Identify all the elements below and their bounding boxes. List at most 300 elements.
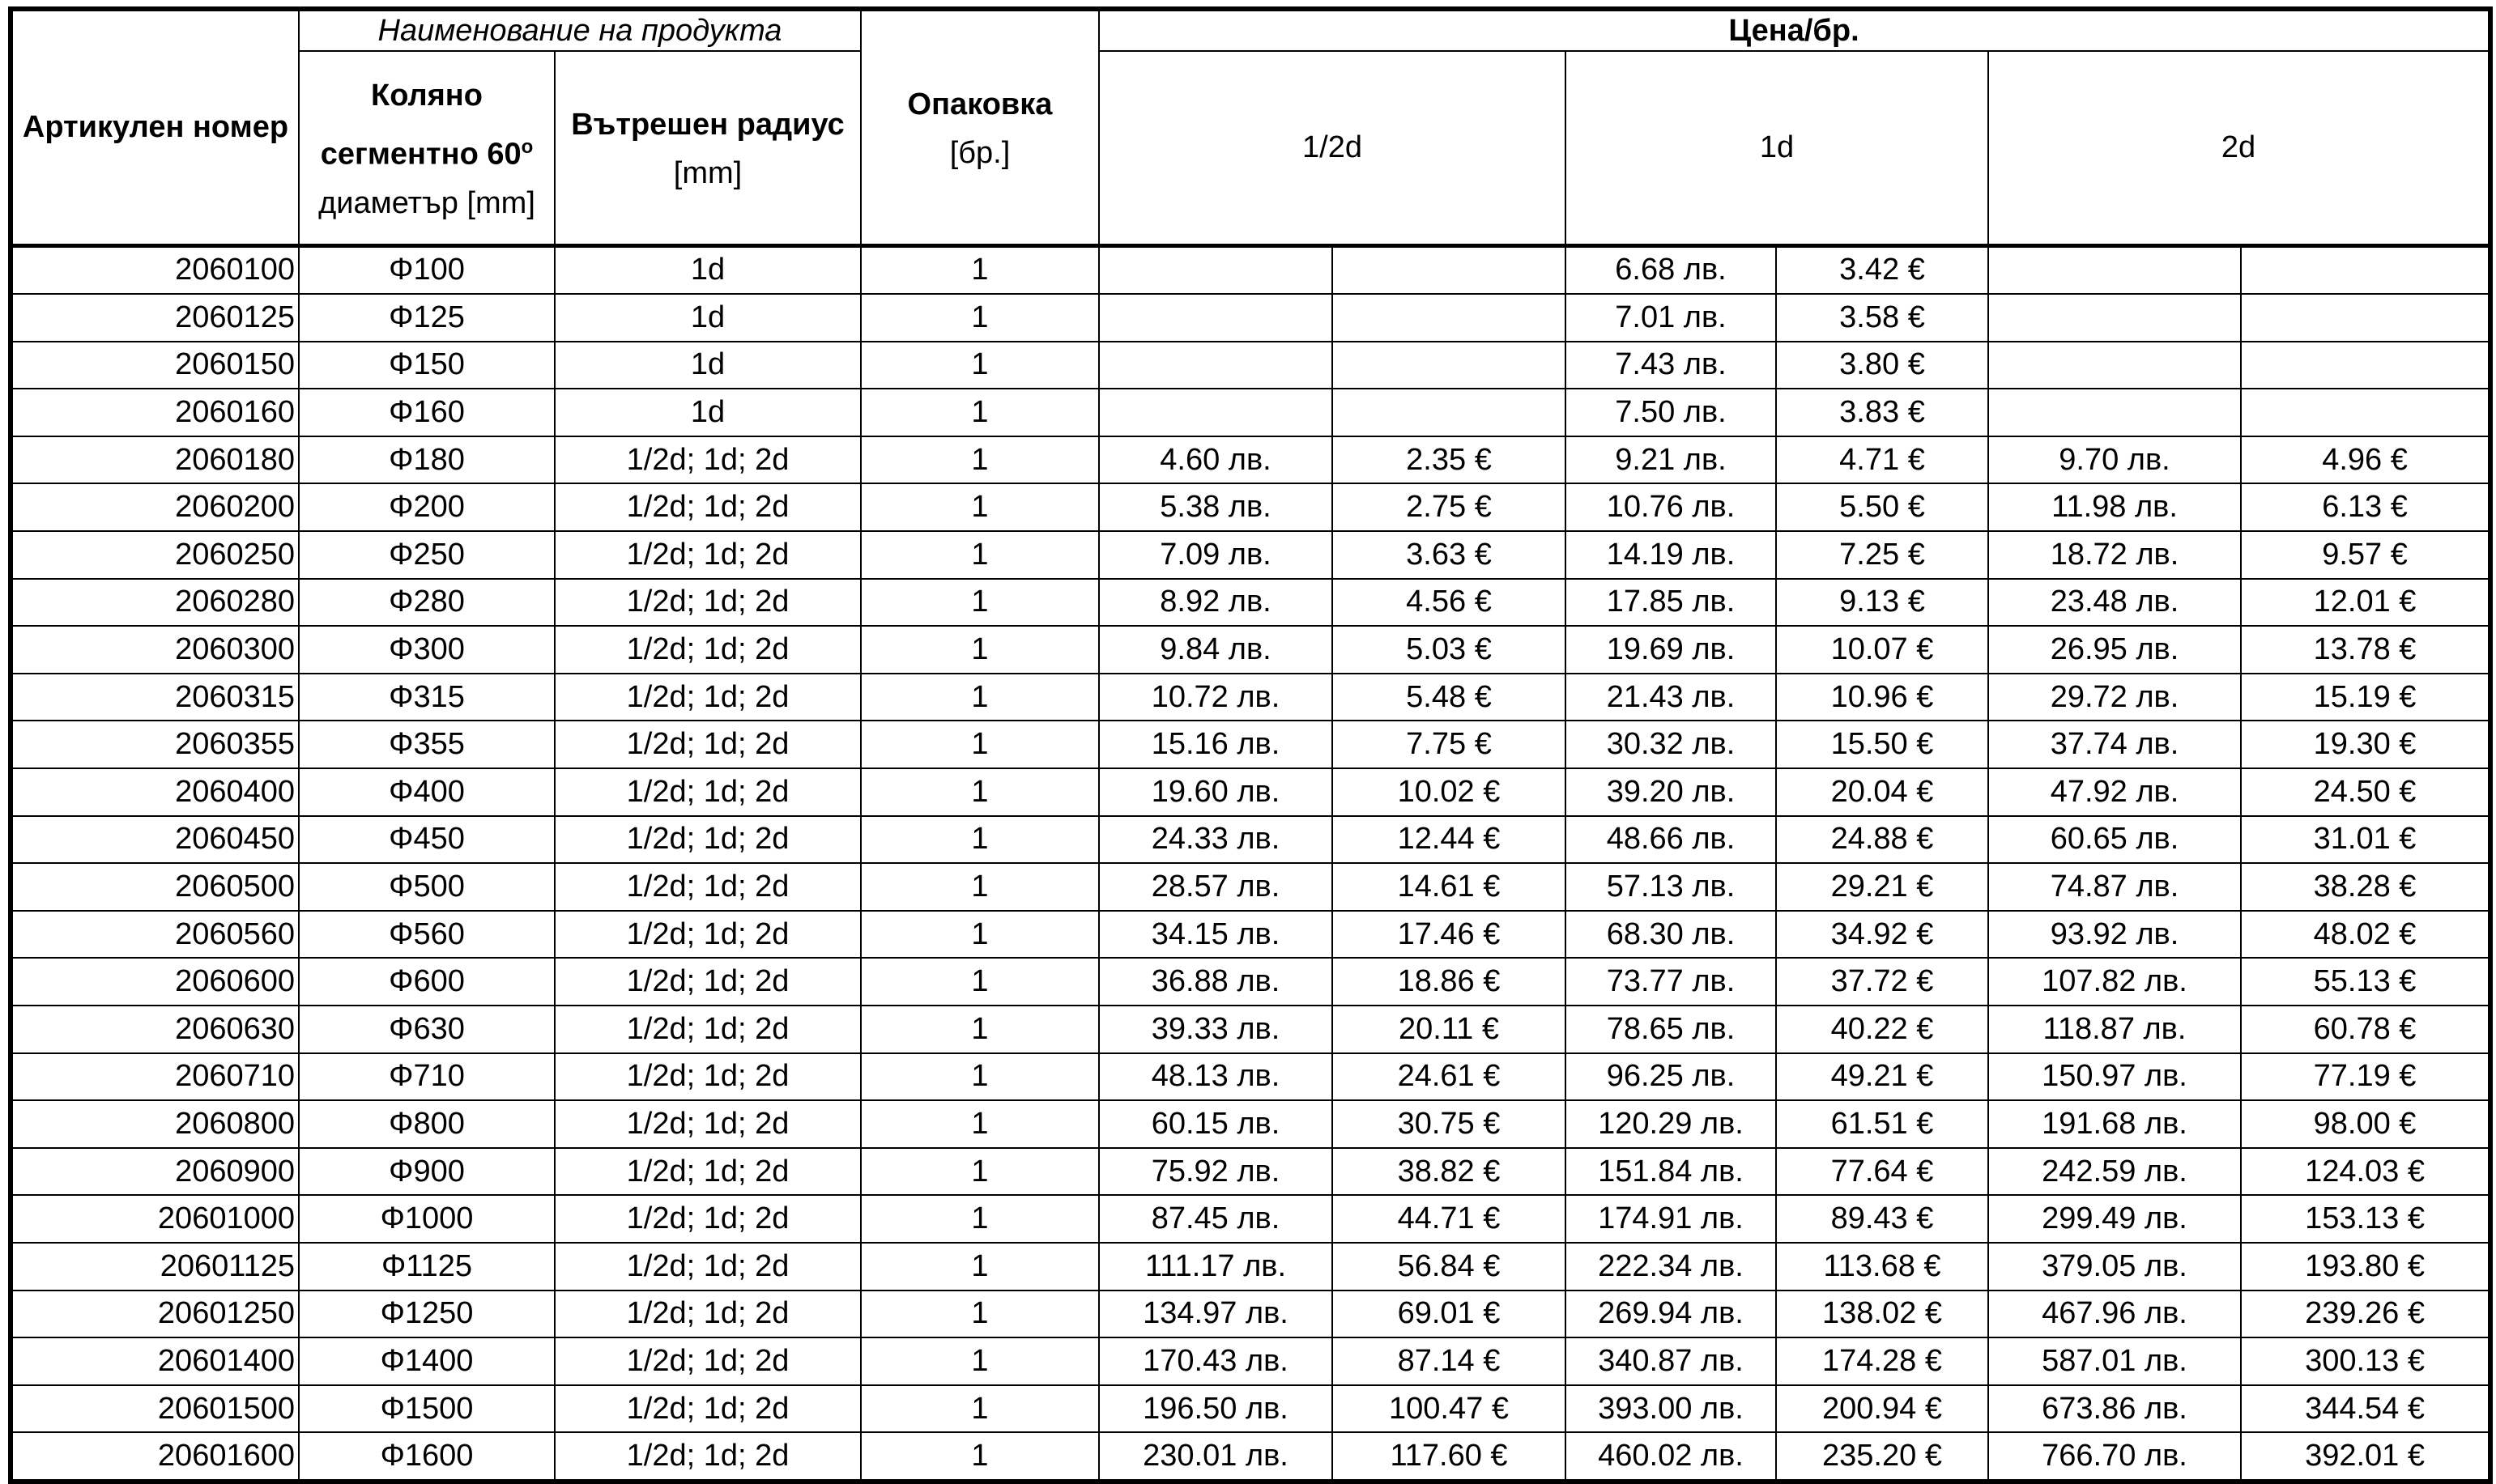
price-half-d-bgn-cell: 4.60 лв.: [1099, 436, 1332, 484]
radius-cell: 1/2d; 1d; 2d: [555, 863, 861, 911]
radius-cell: 1/2d; 1d; 2d: [555, 721, 861, 768]
price-half-d-bgn-cell: 8.92 лв.: [1099, 579, 1332, 627]
radius-cell: 1/2d; 1d; 2d: [555, 1291, 861, 1338]
price-half-d-bgn-cell: 134.97 лв.: [1099, 1291, 1332, 1338]
price-half-d-bgn-cell: 196.50 лв.: [1099, 1385, 1332, 1433]
radius-cell: 1/2d; 1d; 2d: [555, 1385, 861, 1433]
price-half-d-eur-cell: 69.01 €: [1332, 1291, 1565, 1338]
price-1d-bgn-cell: 393.00 лв.: [1565, 1385, 1776, 1433]
price-1d-eur-cell: 113.68 €: [1776, 1243, 1988, 1291]
article-number-cell: 2060200: [11, 483, 299, 531]
price-2d-eur-cell: 77.19 €: [2241, 1053, 2490, 1101]
price-1d-bgn-cell: 14.19 лв.: [1565, 531, 1776, 579]
price-half-d-eur-cell: [1332, 294, 1565, 342]
price-1d-eur-cell: 5.50 €: [1776, 483, 1988, 531]
radius-cell: 1d: [555, 245, 861, 294]
price-1d-eur-cell: 174.28 €: [1776, 1337, 1988, 1385]
price-half-d-eur-cell: 18.86 €: [1332, 958, 1565, 1006]
package-cell: 1: [861, 768, 1099, 816]
price-2d-bgn-cell: 60.65 лв.: [1988, 816, 2241, 864]
price-2d-bgn-cell: 467.96 лв.: [1988, 1291, 2241, 1338]
package-cell: 1: [861, 1006, 1099, 1053]
price-1d-eur-cell: 15.50 €: [1776, 721, 1988, 768]
price-2d-bgn-cell: 107.82 лв.: [1988, 958, 2241, 1006]
radius-cell: 1/2d; 1d; 2d: [555, 626, 861, 674]
table-row: [11, 958, 2490, 1006]
table-row: [11, 436, 2490, 484]
package-header: [861, 9, 1099, 245]
package-cell: 1: [861, 721, 1099, 768]
price-2d-bgn-cell: 18.72 лв.: [1988, 531, 2241, 579]
price-1d-eur-cell: 89.43 €: [1776, 1195, 1988, 1243]
price-half-d-eur-cell: [1332, 342, 1565, 389]
radius-cell: 1d: [555, 342, 861, 389]
price-2d-bgn-cell: 673.86 лв.: [1988, 1385, 2241, 1433]
radius-cell: 1/2d; 1d; 2d: [555, 579, 861, 627]
article-number-cell: 2060250: [11, 531, 299, 579]
diameter-cell: Φ300: [299, 626, 555, 674]
price-half-d-eur-cell: 117.60 €: [1332, 1432, 1565, 1482]
price-half-d-bgn-cell: 36.88 лв.: [1099, 958, 1332, 1006]
price-half-d-bgn-cell: [1099, 389, 1332, 436]
table-row: [11, 768, 2490, 816]
package-cell: 1: [861, 531, 1099, 579]
article-number-cell: 2060710: [11, 1053, 299, 1101]
article-number-cell: 20601250: [11, 1291, 299, 1338]
table-row: [11, 1053, 2490, 1101]
price-1d-eur-cell: 10.07 €: [1776, 626, 1988, 674]
price-2d-bgn-cell: 191.68 лв.: [1988, 1100, 2241, 1148]
price-half-d-eur-cell: 30.75 €: [1332, 1100, 1565, 1148]
price-half-d-bgn-cell: 170.43 лв.: [1099, 1337, 1332, 1385]
diameter-cell: Φ1250: [299, 1291, 555, 1338]
article-number-cell: 2060900: [11, 1148, 299, 1196]
price-1d-eur-cell: 4.71 €: [1776, 436, 1988, 484]
price-2d-eur-cell: 19.30 €: [2241, 721, 2490, 768]
price-1d-bgn-cell: 10.76 лв.: [1565, 483, 1776, 531]
package-header-unit: [бр.]: [949, 136, 1011, 171]
price-1d-bgn-cell: 269.94 лв.: [1565, 1291, 1776, 1338]
price-1d-eur-cell: 9.13 €: [1776, 579, 1988, 627]
price-1d-bgn-cell: 6.68 лв.: [1565, 245, 1776, 294]
price-1d-eur-cell: 200.94 €: [1776, 1385, 1988, 1433]
elbow-diameter-header: [299, 51, 555, 245]
price-1d-bgn-cell: 222.34 лв.: [1565, 1243, 1776, 1291]
price-2d-bgn-cell: [1988, 294, 2241, 342]
article-number-cell: 2060450: [11, 816, 299, 864]
table-row: [11, 245, 2490, 294]
table-row: [11, 1337, 2490, 1385]
price-2d-bgn-cell: 37.74 лв.: [1988, 721, 2241, 768]
price-1d-bgn-cell: 151.84 лв.: [1565, 1148, 1776, 1196]
price-2d-bgn-cell: 587.01 лв.: [1988, 1337, 2241, 1385]
diameter-cell: Φ710: [299, 1053, 555, 1101]
table-row: [11, 294, 2490, 342]
price-2d-eur-cell: [2241, 389, 2490, 436]
article-number-cell: 2060180: [11, 436, 299, 484]
price-1d-eur-cell: 7.25 €: [1776, 531, 1988, 579]
price-half-d-eur-cell: 5.03 €: [1332, 626, 1565, 674]
price-1d-bgn-cell: 68.30 лв.: [1565, 911, 1776, 959]
price-1d-bgn-cell: 19.69 лв.: [1565, 626, 1776, 674]
price-1d-bgn-cell: 39.20 лв.: [1565, 768, 1776, 816]
diameter-cell: Φ355: [299, 721, 555, 768]
diameter-cell: Φ1000: [299, 1195, 555, 1243]
diameter-cell: Φ180: [299, 436, 555, 484]
price-1d-eur-cell: 3.83 €: [1776, 389, 1988, 436]
price-2d-eur-cell: 12.01 €: [2241, 579, 2490, 627]
price-1d-header: 1d: [1565, 51, 1988, 245]
price-half-d-header: 1/2d: [1099, 51, 1565, 245]
price-1d-eur-cell: 40.22 €: [1776, 1006, 1988, 1053]
diameter-cell: Φ150: [299, 342, 555, 389]
price-1d-eur-cell: 3.80 €: [1776, 342, 1988, 389]
radius-cell: 1/2d; 1d; 2d: [555, 958, 861, 1006]
price-1d-eur-cell: 61.51 €: [1776, 1100, 1988, 1148]
price-2d-bgn-cell: [1988, 342, 2241, 389]
price-1d-eur-cell: 29.21 €: [1776, 863, 1988, 911]
package-cell: 1: [861, 342, 1099, 389]
price-2d-bgn-cell: 242.59 лв.: [1988, 1148, 2241, 1196]
diameter-cell: Φ315: [299, 674, 555, 721]
table-row: [11, 1432, 2490, 1482]
article-number-cell: 2060125: [11, 294, 299, 342]
price-1d-eur-cell: 34.92 €: [1776, 911, 1988, 959]
radius-cell: 1/2d; 1d; 2d: [555, 1053, 861, 1101]
radius-cell: 1/2d; 1d; 2d: [555, 816, 861, 864]
price-2d-eur-cell: 48.02 €: [2241, 911, 2490, 959]
price-1d-bgn-cell: 7.01 лв.: [1565, 294, 1776, 342]
package-cell: 1: [861, 863, 1099, 911]
diameter-cell: Φ160: [299, 389, 555, 436]
article-number-cell: 2060400: [11, 768, 299, 816]
product-name-header: Наименование на продукта: [299, 9, 861, 51]
table-row: [11, 1385, 2490, 1433]
package-cell: 1: [861, 1148, 1099, 1196]
price-half-d-bgn-cell: 15.16 лв.: [1099, 721, 1332, 768]
price-2d-bgn-cell: 11.98 лв.: [1988, 483, 2241, 531]
price-2d-header: 2d: [1988, 51, 2490, 245]
diameter-cell: Φ630: [299, 1006, 555, 1053]
radius-cell: 1/2d; 1d; 2d: [555, 483, 861, 531]
diameter-cell: Φ250: [299, 531, 555, 579]
price-2d-eur-cell: 15.19 €: [2241, 674, 2490, 721]
article-number-cell: 20601600: [11, 1432, 299, 1482]
price-half-d-bgn-cell: 9.84 лв.: [1099, 626, 1332, 674]
price-2d-eur-cell: [2241, 245, 2490, 294]
radius-cell: 1/2d; 1d; 2d: [555, 674, 861, 721]
price-1d-eur-cell: 138.02 €: [1776, 1291, 1988, 1338]
price-2d-eur-cell: 55.13 €: [2241, 958, 2490, 1006]
price-1d-bgn-cell: 340.87 лв.: [1565, 1337, 1776, 1385]
diameter-cell: Φ280: [299, 579, 555, 627]
article-number-cell: 2060800: [11, 1100, 299, 1148]
price-half-d-bgn-cell: 111.17 лв.: [1099, 1243, 1332, 1291]
table-header: [11, 9, 2490, 245]
radius-cell: 1/2d; 1d; 2d: [555, 911, 861, 959]
price-1d-bgn-cell: 174.91 лв.: [1565, 1195, 1776, 1243]
table-row: [11, 1006, 2490, 1053]
price-half-d-eur-cell: [1332, 245, 1565, 294]
package-cell: 1: [861, 816, 1099, 864]
diameter-cell: Φ1600: [299, 1432, 555, 1482]
table-row: [11, 816, 2490, 864]
price-half-d-bgn-cell: 19.60 лв.: [1099, 768, 1332, 816]
diameter-cell: Φ400: [299, 768, 555, 816]
price-2d-eur-cell: 344.54 €: [2241, 1385, 2490, 1433]
radius-header-unit: [mm]: [673, 156, 743, 191]
price-2d-eur-cell: 153.13 €: [2241, 1195, 2490, 1243]
price-half-d-bgn-cell: 39.33 лв.: [1099, 1006, 1332, 1053]
price-1d-eur-cell: 49.21 €: [1776, 1053, 1988, 1101]
table-row: [11, 531, 2490, 579]
package-cell: 1: [861, 1100, 1099, 1148]
radius-cell: 1/2d; 1d; 2d: [555, 436, 861, 484]
price-half-d-eur-cell: 12.44 €: [1332, 816, 1565, 864]
price-1d-bgn-cell: 460.02 лв.: [1565, 1432, 1776, 1482]
package-cell: 1: [861, 1243, 1099, 1291]
price-2d-bgn-cell: 150.97 лв.: [1988, 1053, 2241, 1101]
table-row: [11, 1100, 2490, 1148]
price-1d-bgn-cell: 78.65 лв.: [1565, 1006, 1776, 1053]
price-2d-bgn-cell: 766.70 лв.: [1988, 1432, 2241, 1482]
package-cell: 1: [861, 626, 1099, 674]
price-2d-eur-cell: 4.96 €: [2241, 436, 2490, 484]
article-number-cell: 20601000: [11, 1195, 299, 1243]
package-cell: 1: [861, 674, 1099, 721]
package-cell: 1: [861, 1053, 1099, 1101]
price-2d-eur-cell: [2241, 294, 2490, 342]
price-half-d-bgn-cell: 230.01 лв.: [1099, 1432, 1332, 1482]
price-header: Цена/бр.: [1099, 9, 2490, 51]
package-cell: 1: [861, 1195, 1099, 1243]
table-row: [11, 911, 2490, 959]
radius-cell: 1d: [555, 389, 861, 436]
table-row: [11, 389, 2490, 436]
price-half-d-eur-cell: 20.11 €: [1332, 1006, 1565, 1053]
radius-cell: 1/2d; 1d; 2d: [555, 1337, 861, 1385]
package-header-title: Опаковка: [907, 87, 1053, 122]
price-half-d-eur-cell: 100.47 €: [1332, 1385, 1565, 1433]
price-half-d-eur-cell: [1332, 389, 1565, 436]
price-2d-eur-cell: 239.26 €: [2241, 1291, 2490, 1338]
price-half-d-eur-cell: 87.14 €: [1332, 1337, 1565, 1385]
diameter-cell: Φ800: [299, 1100, 555, 1148]
table-row: [11, 1148, 2490, 1196]
price-half-d-eur-cell: 2.75 €: [1332, 483, 1565, 531]
diameter-cell: Φ500: [299, 863, 555, 911]
article-number-cell: 20601500: [11, 1385, 299, 1433]
price-half-d-eur-cell: 17.46 €: [1332, 911, 1565, 959]
price-1d-eur-cell: 10.96 €: [1776, 674, 1988, 721]
price-half-d-eur-cell: 3.63 €: [1332, 531, 1565, 579]
article-number-cell: 2060560: [11, 911, 299, 959]
price-half-d-eur-cell: 2.35 €: [1332, 436, 1565, 484]
article-number-header: Артикулен номер: [11, 9, 299, 245]
price-half-d-eur-cell: 38.82 €: [1332, 1148, 1565, 1196]
package-cell: 1: [861, 436, 1099, 484]
price-2d-bgn-cell: 74.87 лв.: [1988, 863, 2241, 911]
price-2d-eur-cell: 392.01 €: [2241, 1432, 2490, 1482]
diameter-cell: Φ600: [299, 958, 555, 1006]
package-cell: 1: [861, 1291, 1099, 1338]
price-2d-eur-cell: 300.13 €: [2241, 1337, 2490, 1385]
article-number-cell: 20601400: [11, 1337, 299, 1385]
price-2d-bgn-cell: 26.95 лв.: [1988, 626, 2241, 674]
price-2d-eur-cell: 24.50 €: [2241, 768, 2490, 816]
article-number-cell: 2060160: [11, 389, 299, 436]
price-2d-bgn-cell: 23.48 лв.: [1988, 579, 2241, 627]
article-number-cell: 20601125: [11, 1243, 299, 1291]
article-number-cell: 2060600: [11, 958, 299, 1006]
article-number-cell: 2060100: [11, 245, 299, 294]
table-row: [11, 863, 2490, 911]
price-half-d-bgn-cell: 34.15 лв.: [1099, 911, 1332, 959]
article-number-cell: 2060150: [11, 342, 299, 389]
price-2d-bgn-cell: 379.05 лв.: [1988, 1243, 2241, 1291]
table-row: [11, 721, 2490, 768]
price-1d-eur-cell: 37.72 €: [1776, 958, 1988, 1006]
package-cell: 1: [861, 483, 1099, 531]
price-half-d-bgn-cell: 60.15 лв.: [1099, 1100, 1332, 1148]
price-2d-eur-cell: 9.57 €: [2241, 531, 2490, 579]
price-2d-eur-cell: 31.01 €: [2241, 816, 2490, 864]
price-2d-bgn-cell: [1988, 389, 2241, 436]
radius-cell: 1/2d; 1d; 2d: [555, 1100, 861, 1148]
price-half-d-eur-cell: 4.56 €: [1332, 579, 1565, 627]
radius-cell: 1d: [555, 294, 861, 342]
table-body: [11, 245, 2490, 1482]
table-row: [11, 1243, 2490, 1291]
radius-cell: 1/2d; 1d; 2d: [555, 768, 861, 816]
table-row: [11, 1291, 2490, 1338]
price-1d-bgn-cell: 17.85 лв.: [1565, 579, 1776, 627]
price-half-d-bgn-cell: 28.57 лв.: [1099, 863, 1332, 911]
price-1d-bgn-cell: 57.13 лв.: [1565, 863, 1776, 911]
package-cell: 1: [861, 245, 1099, 294]
price-half-d-bgn-cell: 5.38 лв.: [1099, 483, 1332, 531]
price-half-d-eur-cell: 14.61 €: [1332, 863, 1565, 911]
price-half-d-bgn-cell: 75.92 лв.: [1099, 1148, 1332, 1196]
price-half-d-bgn-cell: 7.09 лв.: [1099, 531, 1332, 579]
diameter-cell: Φ900: [299, 1148, 555, 1196]
degree-sup: o: [521, 135, 534, 158]
price-2d-eur-cell: 193.80 €: [2241, 1243, 2490, 1291]
price-1d-eur-cell: 77.64 €: [1776, 1148, 1988, 1196]
price-2d-bgn-cell: 47.92 лв.: [1988, 768, 2241, 816]
diameter-cell: Φ100: [299, 245, 555, 294]
price-1d-bgn-cell: 120.29 лв.: [1565, 1100, 1776, 1148]
radius-cell: 1/2d; 1d; 2d: [555, 1195, 861, 1243]
article-number-cell: 2060280: [11, 579, 299, 627]
price-half-d-eur-cell: 24.61 €: [1332, 1053, 1565, 1101]
diameter-cell: Φ1400: [299, 1337, 555, 1385]
price-half-d-eur-cell: 44.71 €: [1332, 1195, 1565, 1243]
price-half-d-bgn-cell: 10.72 лв.: [1099, 674, 1332, 721]
radius-header-title: Вътрешен радиус: [571, 108, 845, 142]
package-cell: 1: [861, 1385, 1099, 1433]
price-1d-bgn-cell: 73.77 лв.: [1565, 958, 1776, 1006]
price-half-d-eur-cell: 5.48 €: [1332, 674, 1565, 721]
elbow-header-line2: сегментно 60: [320, 137, 522, 172]
price-half-d-eur-cell: 7.75 €: [1332, 721, 1565, 768]
price-half-d-bgn-cell: 48.13 лв.: [1099, 1053, 1332, 1101]
radius-cell: 1/2d; 1d; 2d: [555, 531, 861, 579]
diameter-cell: Φ1125: [299, 1243, 555, 1291]
price-2d-eur-cell: 13.78 €: [2241, 626, 2490, 674]
elbow-header-line1: Коляно: [371, 78, 483, 113]
price-2d-bgn-cell: [1988, 245, 2241, 294]
price-1d-bgn-cell: 7.50 лв.: [1565, 389, 1776, 436]
price-1d-eur-cell: 24.88 €: [1776, 816, 1988, 864]
price-1d-eur-cell: 3.42 €: [1776, 245, 1988, 294]
price-half-d-bgn-cell: [1099, 342, 1332, 389]
diameter-cell: Φ125: [299, 294, 555, 342]
article-number-cell: 2060300: [11, 626, 299, 674]
radius-cell: 1/2d; 1d; 2d: [555, 1243, 861, 1291]
radius-cell: 1/2d; 1d; 2d: [555, 1432, 861, 1482]
table-row: [11, 342, 2490, 389]
radius-cell: 1/2d; 1d; 2d: [555, 1148, 861, 1196]
price-2d-bgn-cell: 299.49 лв.: [1988, 1195, 2241, 1243]
article-number-cell: 2060315: [11, 674, 299, 721]
package-cell: 1: [861, 911, 1099, 959]
package-cell: 1: [861, 294, 1099, 342]
diameter-cell: Φ200: [299, 483, 555, 531]
table-row: [11, 579, 2490, 627]
price-2d-bgn-cell: 93.92 лв.: [1988, 911, 2241, 959]
package-cell: 1: [861, 958, 1099, 1006]
diameter-cell: Φ560: [299, 911, 555, 959]
price-2d-eur-cell: 60.78 €: [2241, 1006, 2490, 1053]
article-number-cell: 2060355: [11, 721, 299, 768]
price-2d-eur-cell: 98.00 €: [2241, 1100, 2490, 1148]
diameter-cell: Φ1500: [299, 1385, 555, 1433]
price-2d-bgn-cell: 29.72 лв.: [1988, 674, 2241, 721]
table-row: [11, 674, 2490, 721]
price-2d-eur-cell: 38.28 €: [2241, 863, 2490, 911]
price-1d-bgn-cell: 96.25 лв.: [1565, 1053, 1776, 1101]
price-half-d-bgn-cell: [1099, 245, 1332, 294]
price-1d-eur-cell: 3.58 €: [1776, 294, 1988, 342]
price-1d-bgn-cell: 30.32 лв.: [1565, 721, 1776, 768]
package-cell: 1: [861, 389, 1099, 436]
radius-cell: 1/2d; 1d; 2d: [555, 1006, 861, 1053]
price-1d-bgn-cell: 21.43 лв.: [1565, 674, 1776, 721]
price-1d-bgn-cell: 9.21 лв.: [1565, 436, 1776, 484]
table-row: [11, 1195, 2490, 1243]
package-cell: 1: [861, 1432, 1099, 1482]
article-number-cell: 2060500: [11, 863, 299, 911]
price-half-d-bgn-cell: 24.33 лв.: [1099, 816, 1332, 864]
diameter-cell: Φ450: [299, 816, 555, 864]
price-1d-eur-cell: 20.04 €: [1776, 768, 1988, 816]
table-row: [11, 626, 2490, 674]
package-cell: 1: [861, 579, 1099, 627]
inner-radius-header: [555, 51, 861, 245]
price-2d-bgn-cell: 118.87 лв.: [1988, 1006, 2241, 1053]
price-1d-bgn-cell: 7.43 лв.: [1565, 342, 1776, 389]
price-half-d-bgn-cell: 87.45 лв.: [1099, 1195, 1332, 1243]
elbow-header-line3: диаметър [mm]: [318, 185, 535, 220]
price-table: [8, 6, 2493, 1484]
table-row: [11, 483, 2490, 531]
article-number-cell: 2060630: [11, 1006, 299, 1053]
price-half-d-eur-cell: 56.84 €: [1332, 1243, 1565, 1291]
price-2d-bgn-cell: 9.70 лв.: [1988, 436, 2241, 484]
price-half-d-bgn-cell: [1099, 294, 1332, 342]
price-2d-eur-cell: 124.03 €: [2241, 1148, 2490, 1196]
